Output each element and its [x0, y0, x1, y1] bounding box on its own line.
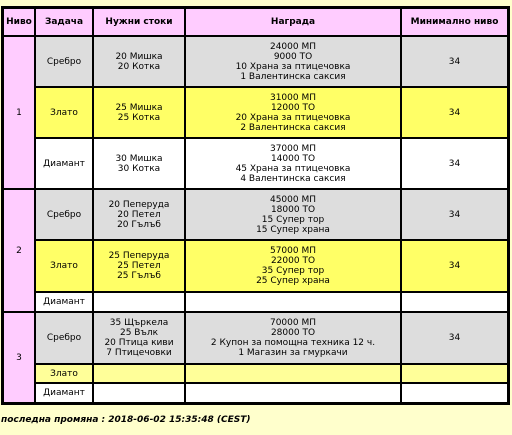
- level-cell: 1: [3, 36, 35, 189]
- header-min-level: Минимално ниво: [401, 8, 508, 36]
- table-row: [3, 36, 508, 87]
- goods-cell: 25 Пеперуда 25 Петел 25 Гълъб: [93, 240, 185, 292]
- task-cell: Злато: [35, 87, 93, 138]
- min-level-cell: 34: [401, 87, 508, 138]
- goods-cell: 20 Пеперуда 20 Петел 20 Гълъб: [93, 189, 185, 240]
- level-cell: 3: [3, 312, 35, 403]
- task-cell: Диамант: [35, 292, 93, 312]
- table-row: [3, 383, 508, 403]
- reward-cell: 37000 МП 14000 ТО 45 Храна за птицечовка 4 Валентинска саксия: [185, 138, 401, 189]
- reward-cell: 70000 МП 28000 ТО 2 Купон за помощна техника 12 ч. 1 Магазин за гмуркачи: [185, 312, 401, 364]
- min-level-cell: 34: [401, 36, 508, 87]
- header-reward: Награда: [185, 8, 401, 36]
- goods-cell: [93, 292, 185, 312]
- table-row: [3, 87, 508, 138]
- task-cell: Диамант: [35, 138, 93, 189]
- min-level-cell: 34: [401, 189, 508, 240]
- goods-cell: [93, 383, 185, 403]
- reward-cell: [185, 292, 401, 312]
- reward-cell: [185, 364, 401, 383]
- header-row: [3, 8, 508, 36]
- min-level-cell: [401, 364, 508, 383]
- min-level-cell: 34: [401, 240, 508, 292]
- last-modified-note: последна промяна : 2018-06-02 15:35:48 (CEST): [1, 415, 251, 425]
- table-row: [3, 189, 508, 240]
- header-goods: Нужни стоки: [93, 8, 185, 36]
- table-row: [3, 312, 508, 364]
- reward-cell: 57000 МП 22000 ТО 35 Супер тор 25 Супер храна: [185, 240, 401, 292]
- task-cell: Злато: [35, 240, 93, 292]
- reward-cell: 31000 МП 12000 ТО 20 Храна за птицечовка 2 Валентинска саксия: [185, 87, 401, 138]
- table-row: [3, 292, 508, 312]
- header-level: Ниво: [3, 8, 35, 36]
- quests-table: [1, 6, 510, 405]
- task-cell: Диамант: [35, 383, 93, 403]
- reward-cell: 45000 МП 18000 ТО 15 Супер тор 15 Супер храна: [185, 189, 401, 240]
- goods-cell: 20 Мишка 20 Котка: [93, 36, 185, 87]
- task-cell: Сребро: [35, 189, 93, 240]
- header-task: Задача: [35, 8, 93, 36]
- table-row: [3, 364, 508, 383]
- level-cell: 2: [3, 189, 35, 312]
- min-level-cell: 34: [401, 138, 508, 189]
- goods-cell: 35 Щъркела 25 Вълк 20 Птица киви 7 Птицечовки: [93, 312, 185, 364]
- table-row: [3, 240, 508, 292]
- min-level-cell: [401, 292, 508, 312]
- reward-cell: 24000 МП 9000 ТО 10 Храна за птицечовка 1 Валентинска саксия: [185, 36, 401, 87]
- goods-cell: 25 Мишка 25 Котка: [93, 87, 185, 138]
- min-level-cell: [401, 383, 508, 403]
- table-row: [3, 138, 508, 189]
- task-cell: Сребро: [35, 312, 93, 364]
- reward-cell: [185, 383, 401, 403]
- goods-cell: 30 Мишка 30 Котка: [93, 138, 185, 189]
- goods-cell: [93, 364, 185, 383]
- min-level-cell: 34: [401, 312, 508, 364]
- task-cell: Злато: [35, 364, 93, 383]
- task-cell: Сребро: [35, 36, 93, 87]
